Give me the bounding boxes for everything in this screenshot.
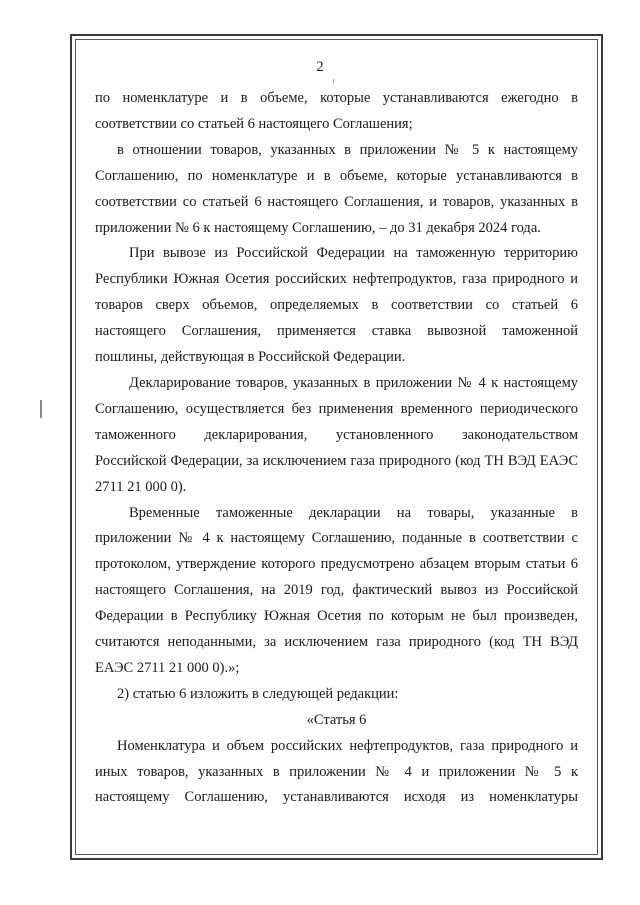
paragraph-temporary-declarations: Временные таможенные декларации на товары, указанные в приложении № 4 к настоящему Соглашению, поданные в соответствии с протоколом, утверждение которого предусмотрено абзацем вторым статьи 6 настоящего Соглашения, на 2019 год, фактический вывоз из Российской Федерации в Республику Южная Осетия по которым не был произведен, считаются неподанными, за исключением газа природного (код ТН ВЭД ЕАЭС 2711 21 000 0).»; xyxy=(95,504,578,676)
paragraph-export-duty: При вывозе из Российской Федерации на таможенную территорию Республики Южная Осетия российских нефтепродуктов, газа природного и товаров сверх объемов, определяемых в соответствии со статьей 6 настоящего Соглашения, применяется ставка вывозной таможенной пошлины, действующая в Российской Федерации. xyxy=(95,245,578,366)
paragraph-annex-5-6: в отношении товаров, указанных в приложении № 5 к настоящему Соглашению, по номенклатуре и в объеме, которые устанавливаются в соответствии со статьей 6 настоящего Соглашения, и товаров, указанных в приложении № 6 к настоящему Соглашению, – до 31 декабря 2024 года. xyxy=(95,141,578,236)
document-body xyxy=(95,86,578,811)
paragraph-article-6-text: Номенклатура и объем российских нефтепродуктов, газа природного и иных товаров, указанных в приложении № 4 и приложении № 5 к настоящему Соглашению, устанавливаются исходя из номенклатуры xyxy=(95,737,578,806)
paragraph-amendment-article-6: 2) статью 6 изложить в следующей редакции: xyxy=(117,685,399,702)
scan-tick-mark xyxy=(333,79,334,83)
scan-margin-mark xyxy=(40,400,42,418)
article-6-heading: «Статья 6 xyxy=(306,711,367,728)
paragraph-declaration: Декларирование товаров, указанных в приложении № 4 к настоящему Соглашению, осуществляется без применения временного периодического таможенного декларирования, установленного законодательством Российской Федерации, за исключением газа природного (код ТН ВЭД ЕАЭС 2711 21 000 0). xyxy=(95,374,578,495)
paragraph-nomenclature-annual: по номенклатуре и в объеме, которые устанавливаются ежегодно в соответствии со статьей 6 настоящего Соглашения; xyxy=(95,90,578,132)
page-number: 2 xyxy=(316,59,324,75)
